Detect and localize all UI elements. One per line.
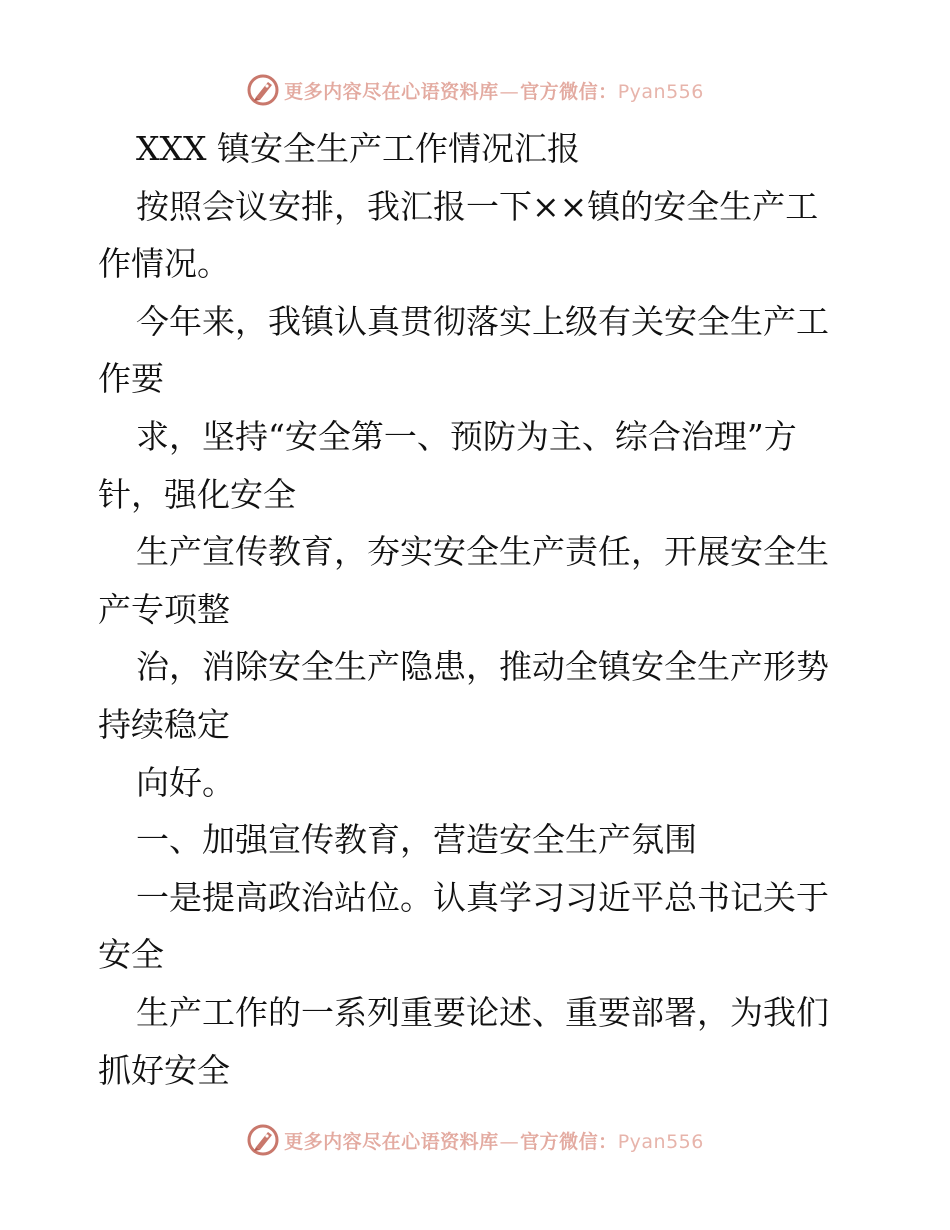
paragraph-line: 生产宣传教育，夯实安全生产责任，开展安全生 bbox=[136, 532, 829, 572]
watermark-separator: — bbox=[499, 1130, 520, 1153]
paragraph-line: 持续稳定 bbox=[98, 704, 230, 744]
pen-nib-logo-icon bbox=[246, 73, 280, 107]
paragraph-line: 作情况。 bbox=[98, 244, 230, 284]
paragraph-line: 按照会议安排，我汇报一下××镇的安全生产工 bbox=[136, 186, 819, 226]
paragraph-line: 生产工作的一系列重要论述、重要部署，为我们 bbox=[136, 992, 829, 1032]
watermark-text bbox=[284, 1127, 704, 1154]
pen-nib-logo-icon bbox=[246, 1123, 280, 1157]
watermark-id: Pyan556 bbox=[617, 1130, 704, 1153]
footer-watermark bbox=[0, 1120, 950, 1160]
watermark-id: Pyan556 bbox=[617, 80, 704, 103]
watermark-label: 官方微信： bbox=[520, 80, 618, 103]
paragraph-line: 今年来，我镇认真贯彻落实上级有关安全生产工 bbox=[136, 301, 829, 341]
paragraph-line: 安全 bbox=[98, 935, 164, 975]
paragraph-line: 一是提高政治站位。认真学习习近平总书记关于 bbox=[136, 877, 829, 917]
paragraph-line: 针，强化安全 bbox=[98, 474, 296, 514]
header-watermark bbox=[0, 70, 950, 110]
paragraph-line: 向好。 bbox=[136, 762, 235, 802]
watermark-separator: — bbox=[499, 80, 520, 103]
paragraph-line: 产专项整 bbox=[98, 589, 230, 629]
watermark-main: 更多内容尽在心语资料库 bbox=[284, 80, 499, 103]
paragraph-line: 作要 bbox=[98, 359, 164, 399]
document-body bbox=[98, 120, 858, 1099]
paragraph-line: 抓好安全 bbox=[98, 1050, 230, 1090]
paragraph-line: 求，坚持“安全第一、预防为主、综合治理”方 bbox=[136, 416, 797, 456]
section-heading: 一、加强宣传教育，营造安全生产氛围 bbox=[136, 820, 697, 860]
watermark-text bbox=[284, 77, 704, 104]
paragraph-line: 治，消除安全生产隐患，推动全镇安全生产形势 bbox=[136, 647, 829, 687]
document-title: XXX 镇安全生产工作情况汇报 bbox=[136, 129, 580, 168]
watermark-label: 官方微信： bbox=[520, 1130, 618, 1153]
watermark-main: 更多内容尽在心语资料库 bbox=[284, 1130, 499, 1153]
